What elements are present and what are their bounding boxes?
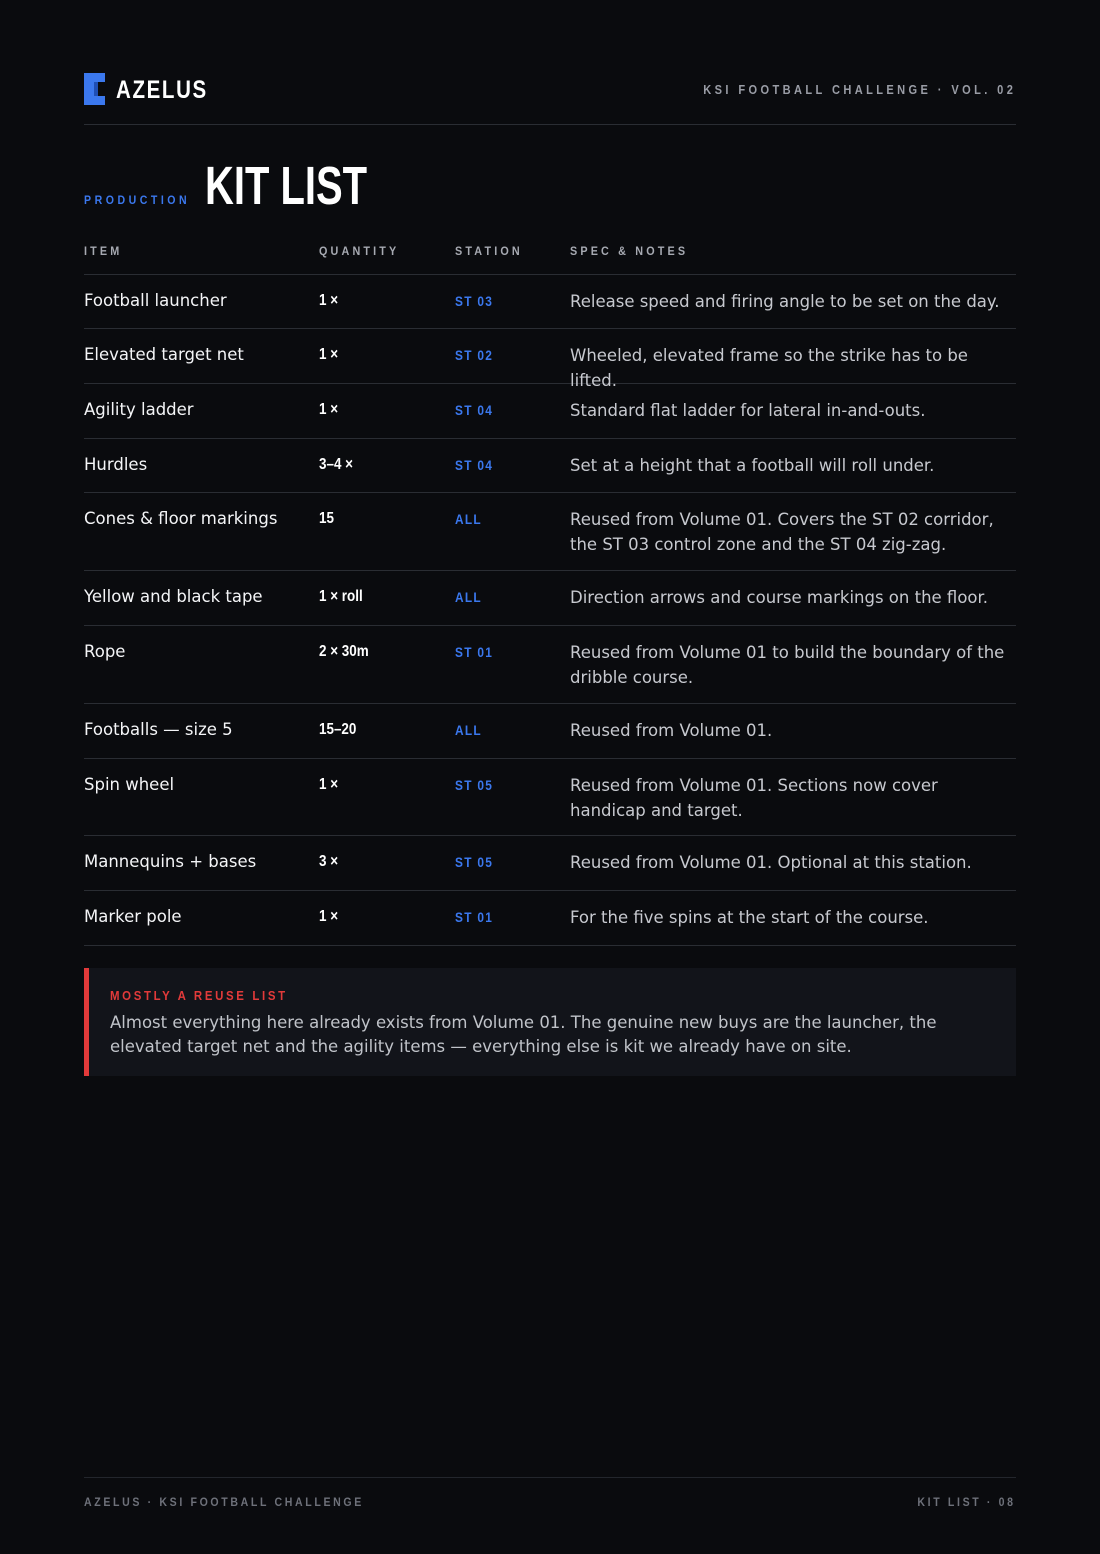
notes-cell: Direction arrows and course markings on the floor. <box>570 588 989 607</box>
callout-title: MOSTLY A REUSE LIST <box>110 988 288 1003</box>
item-cell: Hurdles <box>84 455 148 474</box>
quantity-cell: 1 × <box>319 908 339 925</box>
table-row <box>84 439 1016 493</box>
section-eyebrow: PRODUCTION <box>84 193 191 207</box>
page-footer <box>84 1477 1016 1517</box>
publication-title: KSI FOOTBALL CHALLENGE · VOL. 02 <box>702 82 1016 97</box>
notes-cell: Set at a height that a football will roll under. <box>570 456 935 475</box>
footer-page: KIT LIST · 08 <box>917 1495 1016 1509</box>
callout-text: Almost everything here already exists from Volume 01. The genuine new buys are the launcher, the elevated target net and the agility items — everything else is kit we already have on site. <box>110 1013 937 1056</box>
page-header <box>84 72 1016 125</box>
table-row <box>84 891 1016 946</box>
notes-cell: Reused from Volume 01 to build the boundary of the dribble course. <box>570 643 1005 687</box>
station-cell: ST 04 <box>455 402 494 418</box>
quantity-cell: 1 × <box>319 292 339 309</box>
azelus-logo-icon <box>84 73 105 105</box>
quantity-cell: 1 × roll <box>319 588 363 605</box>
item-cell: Football launcher <box>84 291 227 310</box>
table-row <box>84 626 1016 704</box>
station-cell: ST 03 <box>455 293 494 309</box>
quantity-cell: 1 × <box>319 401 339 418</box>
quantity-cell: 3–4 × <box>319 456 354 473</box>
notes-cell: Reused from Volume 01. <box>570 721 773 740</box>
quantity-cell: 3 × <box>319 853 339 870</box>
table-row <box>84 759 1016 836</box>
notes-cell: Reused from Volume 01. Sections now cover handicap and target. <box>570 776 938 820</box>
item-cell: Mannequins + bases <box>84 852 257 871</box>
station-cell: ST 05 <box>455 854 494 870</box>
kit-table <box>84 236 1016 946</box>
quantity-cell: 1 × <box>319 776 339 793</box>
notes-cell: For the five spins at the start of the course. <box>570 908 929 927</box>
quantity-cell: 15 <box>319 510 334 527</box>
page-title: KIT LIST <box>205 156 368 216</box>
column-header-quantity: QUANTITY <box>319 244 400 258</box>
station-cell: ST 04 <box>455 457 494 473</box>
station-cell: ALL <box>455 589 482 605</box>
table-row <box>84 571 1016 626</box>
reuse-callout <box>84 968 1016 1076</box>
quantity-cell: 1 × <box>319 346 339 363</box>
station-cell: ST 02 <box>455 347 494 363</box>
item-cell: Spin wheel <box>84 775 175 794</box>
item-cell: Elevated target net <box>84 345 244 364</box>
footer-left: AZELUS · KSI FOOTBALL CHALLENGE <box>84 1495 364 1509</box>
station-cell: ALL <box>455 511 482 527</box>
item-cell: Agility ladder <box>84 400 194 419</box>
table-row <box>84 275 1016 329</box>
notes-cell: Standard flat ladder for lateral in-and-outs. <box>570 401 926 420</box>
table-row <box>84 704 1016 759</box>
notes-cell: Reused from Volume 01. Covers the ST 02 corridor, the ST 03 control zone and the ST 04 zig-zag. <box>570 510 994 554</box>
table-row <box>84 329 1016 390</box>
station-cell: ALL <box>455 722 482 738</box>
table-row <box>84 836 1016 891</box>
station-cell: ST 05 <box>455 777 494 793</box>
item-cell: Footballs — size 5 <box>84 720 233 739</box>
item-cell: Rope <box>84 642 126 661</box>
item-cell: Marker pole <box>84 907 182 926</box>
quantity-cell: 15–20 <box>319 721 357 738</box>
brand-name: AZELUS <box>116 76 208 104</box>
notes-cell: Wheeled, elevated frame so the strike has to be lifted. <box>570 346 968 390</box>
table-header <box>84 236 1016 275</box>
column-header-station: STATION <box>455 244 523 258</box>
column-header-notes: SPEC & NOTES <box>570 244 689 258</box>
item-cell: Cones & floor markings <box>84 509 278 528</box>
table-row <box>84 384 1016 439</box>
notes-cell: Release speed and firing angle to be set on the day. <box>570 292 1000 311</box>
item-cell: Yellow and black tape <box>84 587 263 606</box>
station-cell: ST 01 <box>455 644 494 660</box>
notes-cell: Reused from Volume 01. Optional at this station. <box>570 853 972 872</box>
station-cell: ST 01 <box>455 909 494 925</box>
quantity-cell: 2 × 30m <box>319 643 369 660</box>
column-header-item: ITEM <box>84 244 123 258</box>
table-row <box>84 493 1016 571</box>
